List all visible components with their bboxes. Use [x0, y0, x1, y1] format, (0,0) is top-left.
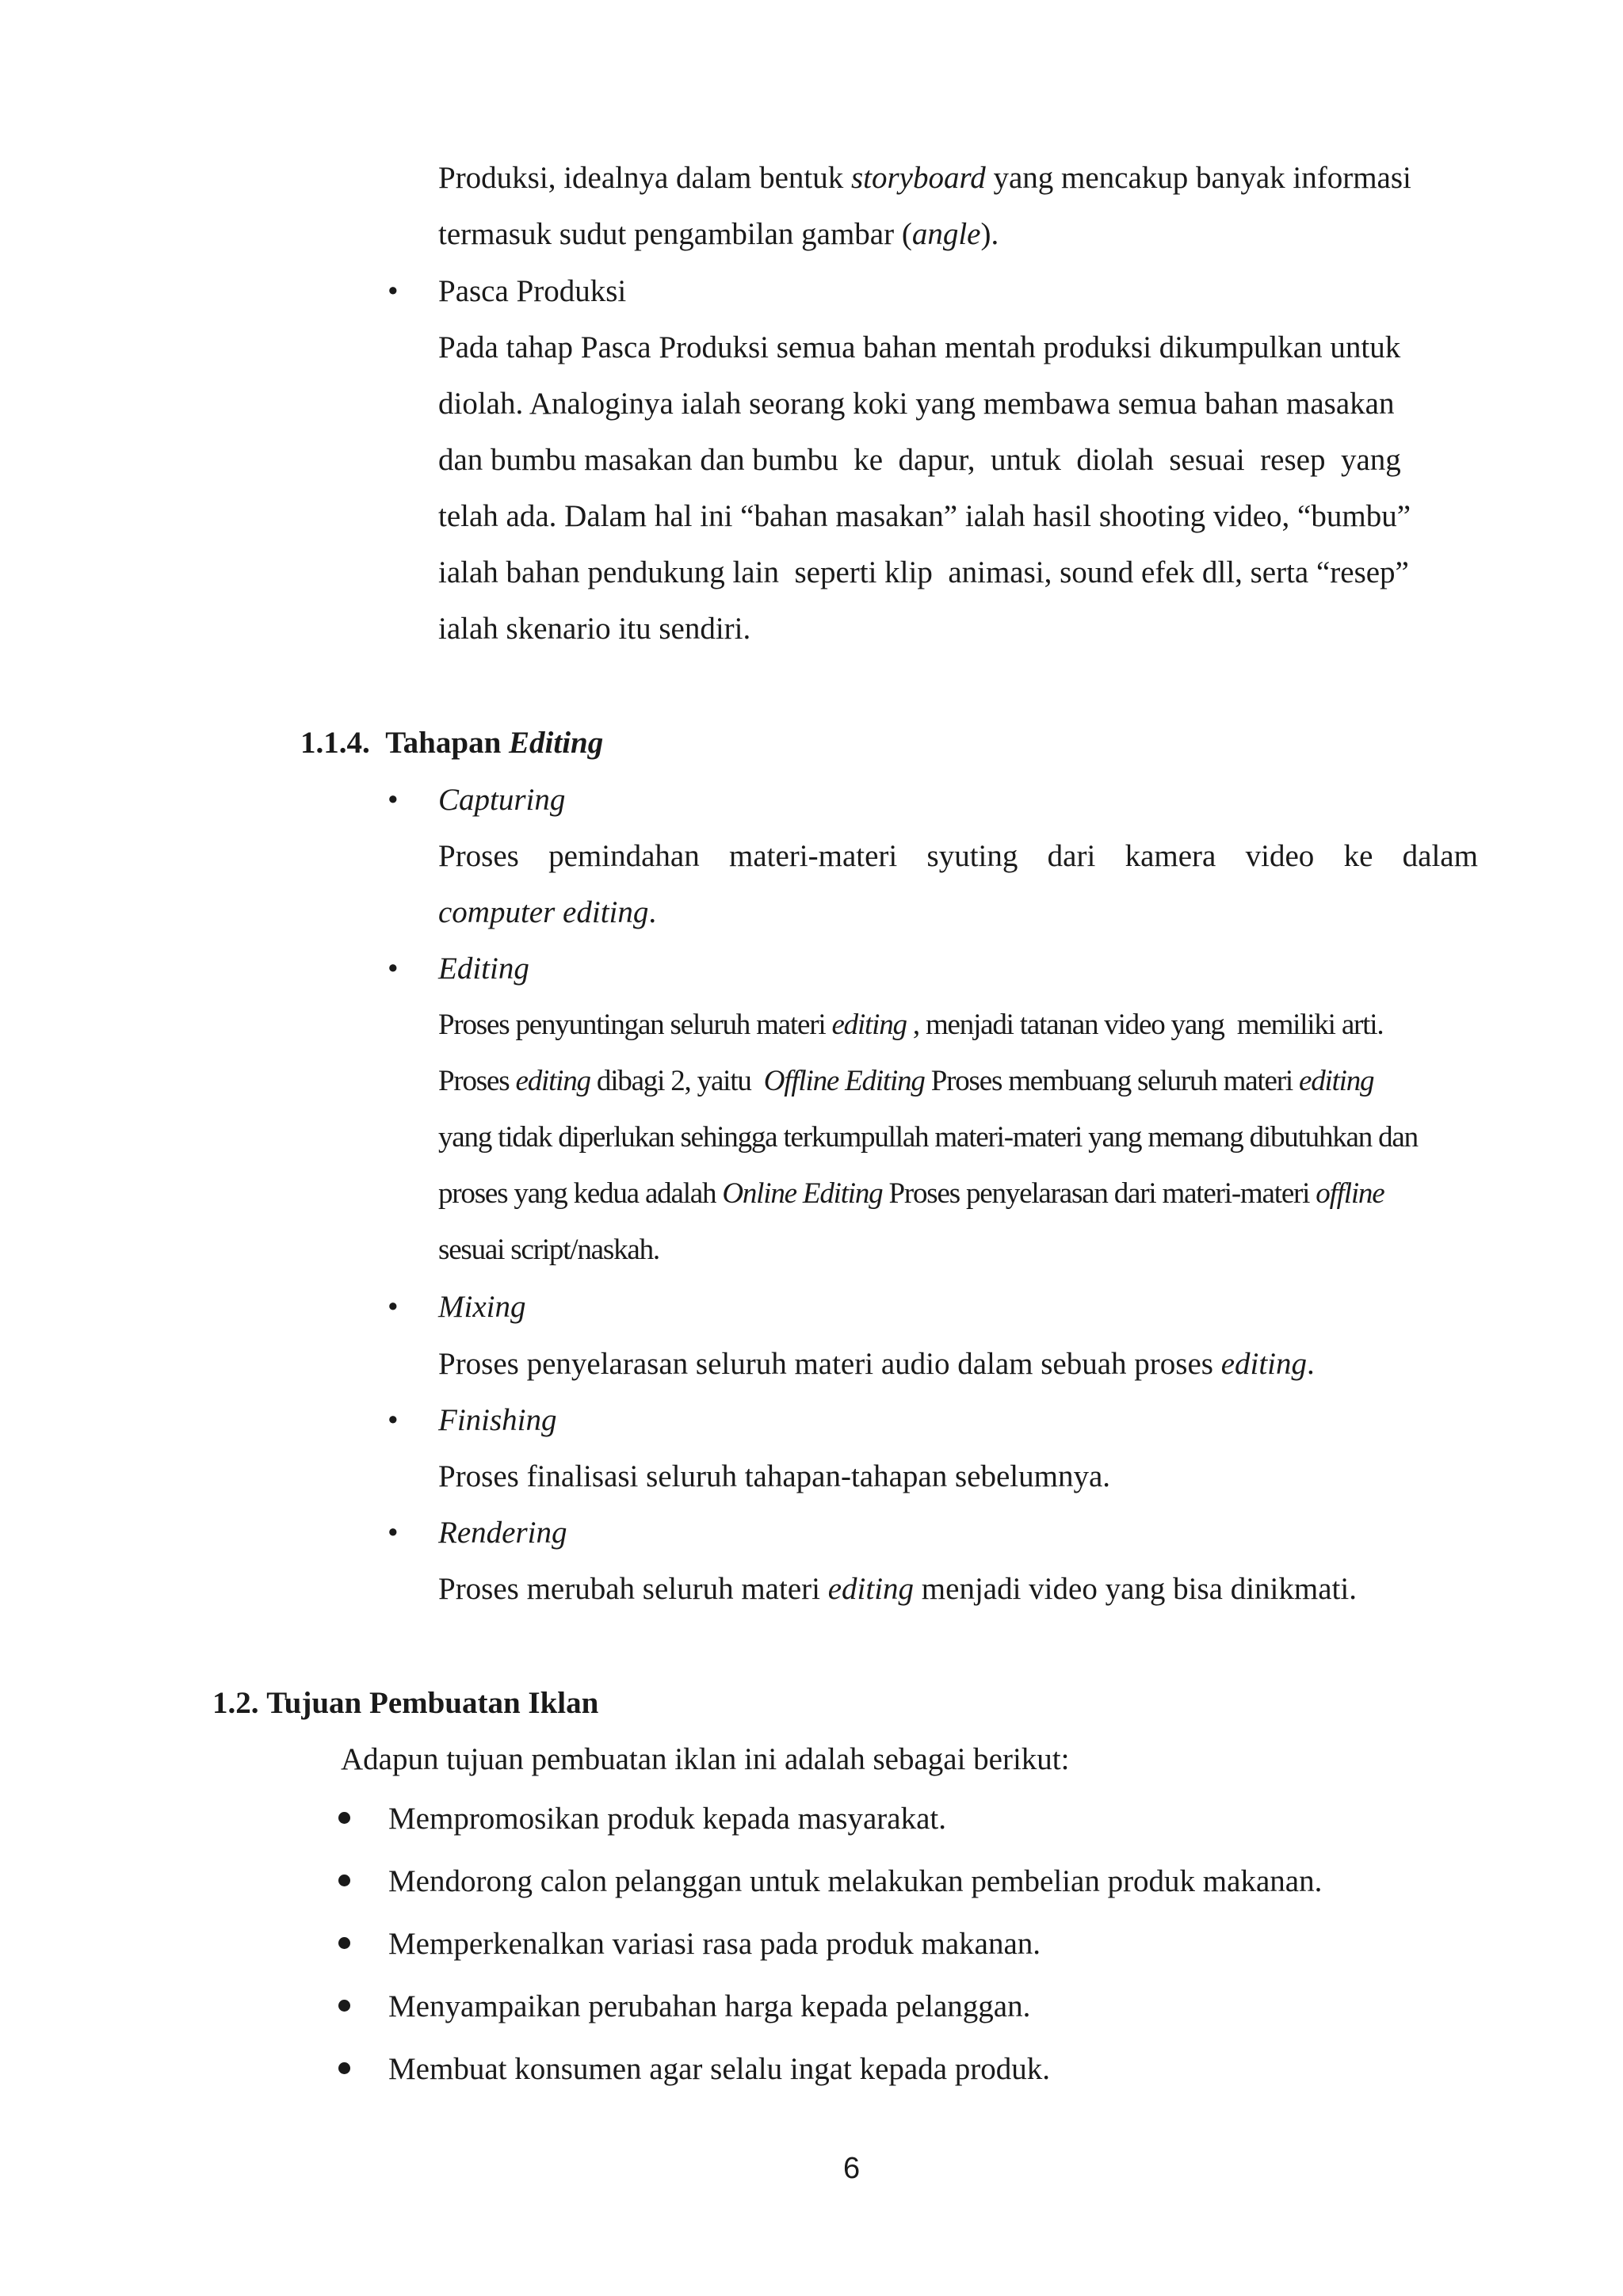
paragraph-line: yang tidak diperlukan sehingga terkumpullah materi-materi yang memang dibutuhkan dan — [438, 1121, 1418, 1154]
section-title: Tahapan — [385, 726, 510, 760]
italic-run: Editing — [438, 952, 529, 986]
paragraph-line — [438, 1010, 1383, 1039]
word: pemindahan — [548, 839, 700, 873]
section-title-italic: Editing — [509, 726, 604, 760]
italic-run: editing — [831, 1009, 907, 1041]
paragraph-line: telah ada. Dalam hal ini “bahan masakan” ialah hasil shooting video, “bumbu” — [438, 499, 1411, 533]
list-item: Mempromosikan produk kepada masyarakat. — [388, 1802, 946, 1836]
bullet-icon — [338, 2000, 350, 2012]
section-number: 1.2. — [212, 1686, 259, 1720]
text-run: Proses penyelarasan dari materi-materi — [882, 1177, 1316, 1210]
italic-run: editing — [1220, 1347, 1308, 1381]
italic-run: storyboard — [850, 161, 986, 195]
paragraph-line: diolah. Analoginya ialah seorang koki yang membawa semua bahan masakan — [438, 387, 1395, 421]
page-number: 6 — [843, 2152, 861, 2185]
text-run: Proses — [438, 1065, 516, 1097]
italic-run: offline — [1316, 1177, 1384, 1210]
list-item: Memperkenalkan variasi rasa pada produk makanan. — [388, 1927, 1041, 1961]
list-item-title — [438, 1405, 557, 1436]
italic-run: computer editing — [438, 895, 649, 929]
paragraph-line — [438, 1573, 1357, 1604]
section-title: Tujuan Pembuatan Iklan — [266, 1686, 599, 1720]
word: dari — [1047, 839, 1096, 873]
text-run: Proses membuang seluruh materi — [924, 1065, 1299, 1097]
paragraph-line — [438, 219, 999, 250]
text-run: dibagi 2, yaitu — [590, 1065, 764, 1097]
paragraph-line: Proses finalisasi seluruh tahapan-tahapan sebelumnya. — [438, 1459, 1111, 1493]
section-number: 1.1.4. — [300, 726, 370, 760]
word: materi-materi — [729, 839, 898, 873]
italic-run: Offline Editing — [763, 1065, 925, 1097]
text-run: yang mencakup banyak informasi — [985, 161, 1411, 195]
paragraph-line — [438, 1348, 1315, 1379]
text-run: menjadi video yang bisa dinikmati. — [914, 1572, 1357, 1606]
word: syuting — [926, 839, 1018, 873]
list-item-title — [438, 784, 565, 815]
text-run: proses yang kedua adalah — [438, 1177, 723, 1210]
paragraph-line — [438, 841, 1478, 871]
text-run: Produksi, idealnya dalam bentuk — [438, 161, 851, 195]
word: dalam — [1402, 839, 1478, 873]
text-run: . — [1307, 1347, 1315, 1381]
paragraph-line: dan bumbu masakan dan bumbu ke dapur, untuk diolah sesuai resep yang — [438, 443, 1401, 477]
word: kamera — [1125, 839, 1216, 873]
word: ke — [1343, 839, 1373, 873]
text-run: Proses penyuntingan seluruh materi — [438, 1009, 832, 1041]
italic-run: angle — [911, 217, 981, 251]
list-item: Menyampaikan perubahan harga kepada pelanggan. — [388, 1989, 1031, 2023]
italic-run: Rendering — [438, 1516, 567, 1550]
list-item: Membuat konsumen agar selalu ingat kepada produk. — [388, 2052, 1051, 2086]
italic-run: Capturing — [438, 783, 566, 817]
paragraph-line — [438, 162, 1411, 193]
list-item-title — [438, 1291, 525, 1322]
text-run: ). — [980, 217, 999, 251]
paragraph-line — [438, 1066, 1373, 1096]
list-item-title — [438, 1517, 567, 1548]
text-run: . — [648, 895, 657, 929]
bullet-icon — [338, 1875, 350, 1886]
paragraph-line: Adapun tujuan pembuatan iklan ini adalah sebagai berikut: — [341, 1742, 1070, 1776]
italic-run: Online Editing — [722, 1177, 883, 1210]
paragraph-line: ialah bahan pendukung lain seperti klip animasi, sound efek dll, serta “resep” — [438, 555, 1409, 589]
bullet-icon: • — [388, 1403, 399, 1437]
word: Proses — [438, 839, 519, 873]
italic-run: editing — [515, 1065, 590, 1097]
italic-run: editing — [1299, 1065, 1374, 1097]
list-item-title: Pasca Produksi — [438, 274, 627, 308]
italic-run: editing — [827, 1572, 915, 1606]
bullet-icon: • — [388, 952, 399, 986]
italic-run: Finishing — [438, 1403, 557, 1437]
text-run: Proses merubah seluruh materi — [438, 1572, 828, 1606]
paragraph-line: ialah skenario itu sendiri. — [438, 612, 751, 646]
paragraph-line: Pada tahap Pasca Produksi semua bahan mentah produksi dikumpulkan untuk — [438, 330, 1401, 364]
paragraph-line — [438, 897, 656, 928]
bullet-icon: • — [388, 274, 399, 308]
text-run: , menjadi tatanan video yang memiliki arti. — [906, 1009, 1384, 1041]
section-heading — [212, 1688, 598, 1718]
word: video — [1245, 839, 1315, 873]
list-item-title — [438, 953, 529, 984]
section-heading — [300, 727, 603, 758]
paragraph-line — [438, 1179, 1384, 1208]
bullet-icon: • — [388, 1516, 399, 1550]
text-run: Proses penyelarasan seluruh materi audio dalam sebuah proses — [438, 1347, 1221, 1381]
bullet-icon: • — [388, 1290, 399, 1324]
bullet-icon — [338, 1937, 350, 1949]
list-item: Mendorong calon pelanggan untuk melakukan pembelian produk makanan. — [388, 1864, 1323, 1898]
bullet-icon — [338, 1812, 350, 1824]
text-run: termasuk sudut pengambilan gambar ( — [438, 217, 912, 251]
paragraph-line: sesuai script/naskah. — [438, 1234, 659, 1266]
bullet-icon: • — [388, 783, 399, 817]
italic-run: Mixing — [438, 1290, 526, 1324]
bullet-icon — [338, 2062, 350, 2074]
